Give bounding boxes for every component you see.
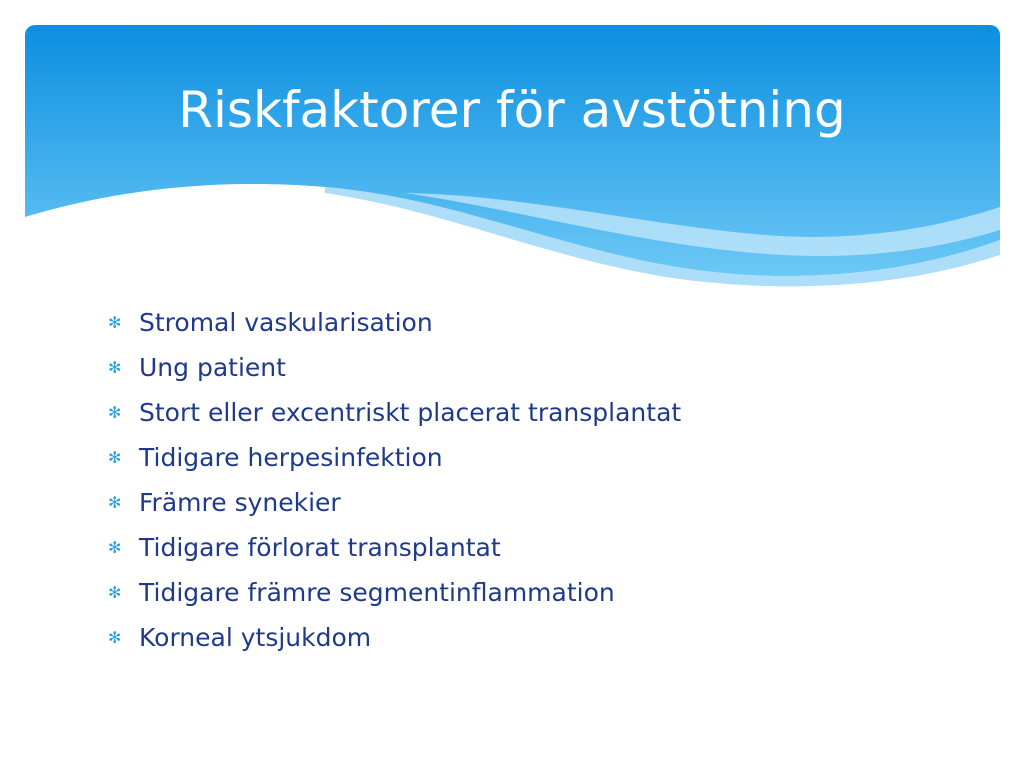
list-item — [108, 345, 681, 390]
bullet-text: Ung patient — [139, 353, 286, 382]
list-item — [108, 435, 681, 480]
asterisk-icon: ✻ — [108, 358, 122, 377]
asterisk-icon: ✻ — [108, 628, 122, 647]
asterisk-icon: ✻ — [108, 583, 122, 602]
list-item — [108, 570, 681, 615]
bullet-text: Korneal ytsjukdom — [139, 623, 372, 652]
list-item — [108, 615, 681, 660]
asterisk-icon: ✻ — [108, 493, 122, 512]
bullet-text: Stromal vaskularisation — [139, 308, 433, 337]
list-item — [108, 480, 681, 525]
bullet-text: Tidigare främre segmentinflammation — [139, 578, 615, 607]
header-wave-graphic — [25, 25, 1000, 300]
bullet-text: Stort eller excentriskt placerat transplantat — [139, 398, 682, 427]
asterisk-icon: ✻ — [108, 448, 122, 467]
slide-title: Riskfaktorer för avstötning — [178, 81, 846, 139]
list-item — [108, 300, 681, 345]
list-item — [108, 525, 681, 570]
bullet-text: Tidigare förlorat transplantat — [139, 533, 501, 562]
asterisk-icon: ✻ — [108, 538, 122, 557]
bullet-text: Främre synekier — [139, 488, 341, 517]
bullet-text: Tidigare herpesinfektion — [139, 443, 443, 472]
list-item — [108, 390, 681, 435]
header-band — [25, 25, 1000, 300]
asterisk-icon: ✻ — [108, 313, 122, 332]
bullet-list — [108, 300, 681, 660]
asterisk-icon: ✻ — [108, 403, 122, 422]
